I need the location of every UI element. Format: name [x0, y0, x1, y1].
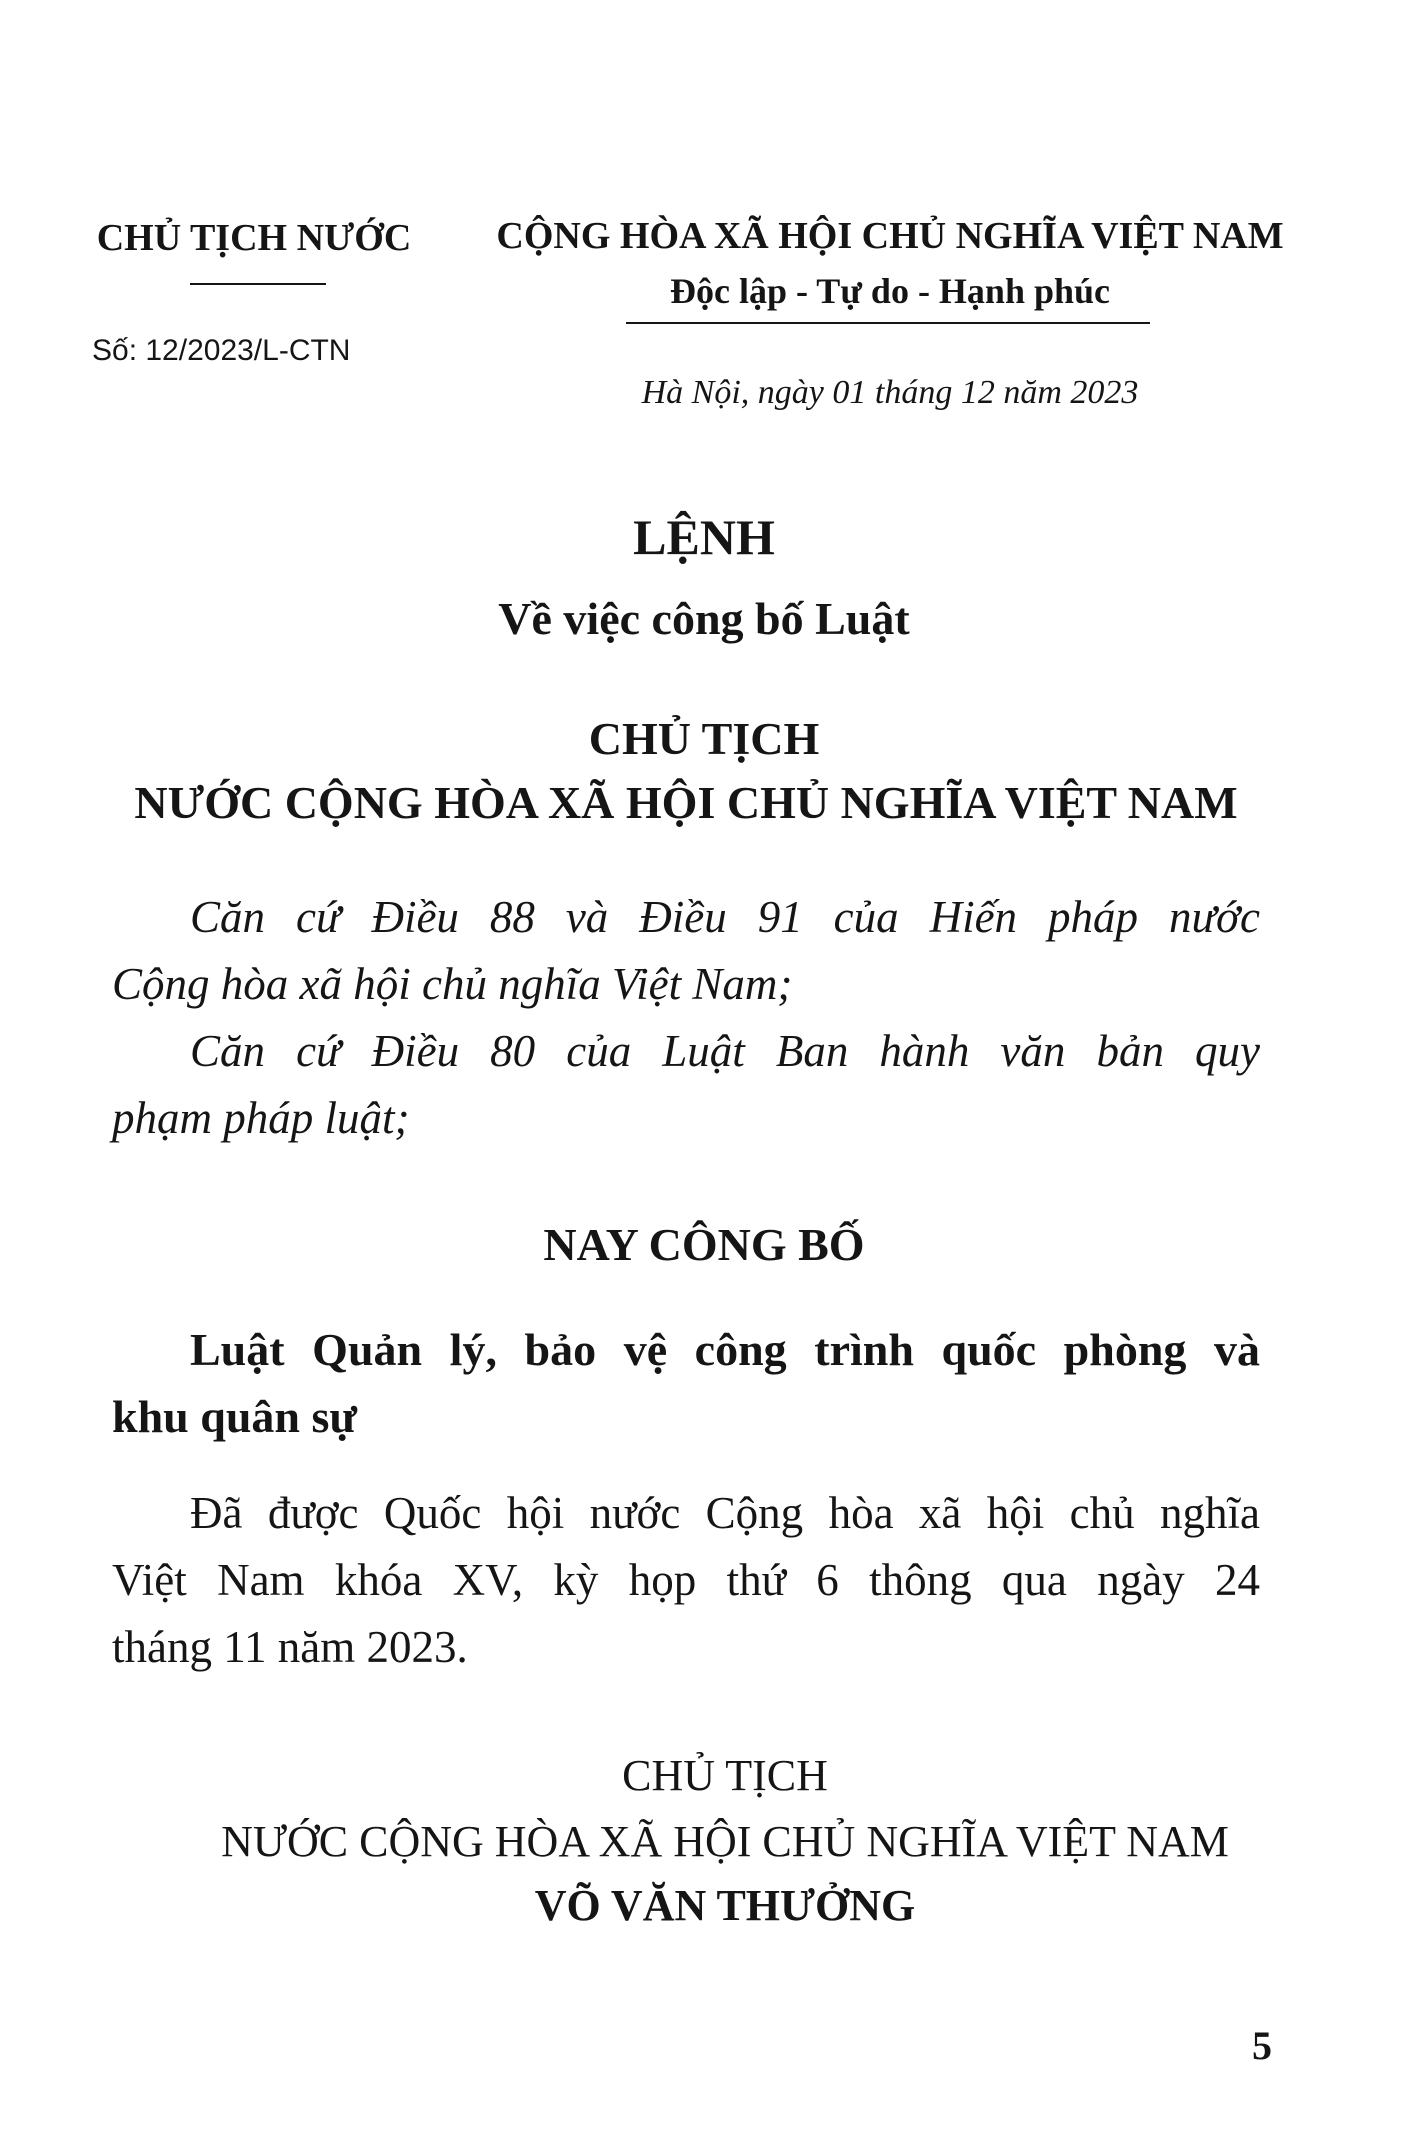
page-number: 5	[1252, 2023, 1272, 2068]
legal-basis-constitution	[112, 884, 1260, 1018]
motto-underline	[626, 322, 1150, 324]
text-line: Căn cứ Điều 88 và Điều 91 của Hiến pháp nước	[190, 892, 1260, 942]
document-subject: Về việc công bố Luật	[498, 593, 910, 644]
text-line: phạm pháp luật;	[112, 1093, 410, 1143]
text-line: tháng 11 năm 2023.	[112, 1622, 468, 1672]
country-name: CỘNG HÒA XÃ HỘI CHỦ NGHĨA VIỆT NAM	[496, 215, 1284, 257]
text-line: Căn cứ Điều 80 của Luật Ban hành văn bản quy	[190, 1026, 1260, 1076]
authority-country: NƯỚC CỘNG HÒA XÃ HỘI CHỦ NGHĨA VIỆT NAM	[134, 777, 1238, 828]
adoption-statement	[112, 1480, 1260, 1681]
legal-basis-law	[112, 1018, 1260, 1152]
signature-title: CHỦ TỊCH	[622, 1751, 828, 1800]
document-number: Số: 12/2023/L-CTN	[92, 334, 351, 367]
signatory-name: VÕ VĂN THƯỞNG	[534, 1881, 916, 1930]
text-line: Luật Quản lý, bảo vệ công trình quốc phòng và	[190, 1324, 1260, 1375]
text-line: Cộng hòa xã hội chủ nghĩa Việt Nam;	[112, 959, 793, 1009]
issuer-label: CHỦ TỊCH NƯỚC	[96, 217, 412, 259]
document-type-title: LỆNH	[633, 509, 775, 565]
authority-title: CHỦ TỊCH	[588, 713, 820, 764]
signature-country: NƯỚC CỘNG HÒA XÃ HỘI CHỦ NGHĨA VIỆT NAM	[221, 1817, 1229, 1866]
proclamation-heading: NAY CÔNG BỐ	[543, 1219, 865, 1270]
law-name	[112, 1316, 1260, 1450]
text-line: khu quân sự	[112, 1391, 358, 1442]
place-and-date: Hà Nội, ngày 01 tháng 12 năm 2023	[641, 374, 1139, 411]
text-line: Việt Nam khóa XV, kỳ họp thứ 6 thông qua ngày 24	[112, 1555, 1260, 1605]
national-motto: Độc lập - Tự do - Hạnh phúc	[669, 271, 1111, 311]
text-line: Đã được Quốc hội nước Cộng hòa xã hội chủ nghĩa	[190, 1488, 1260, 1538]
issuer-underline	[190, 283, 326, 285]
